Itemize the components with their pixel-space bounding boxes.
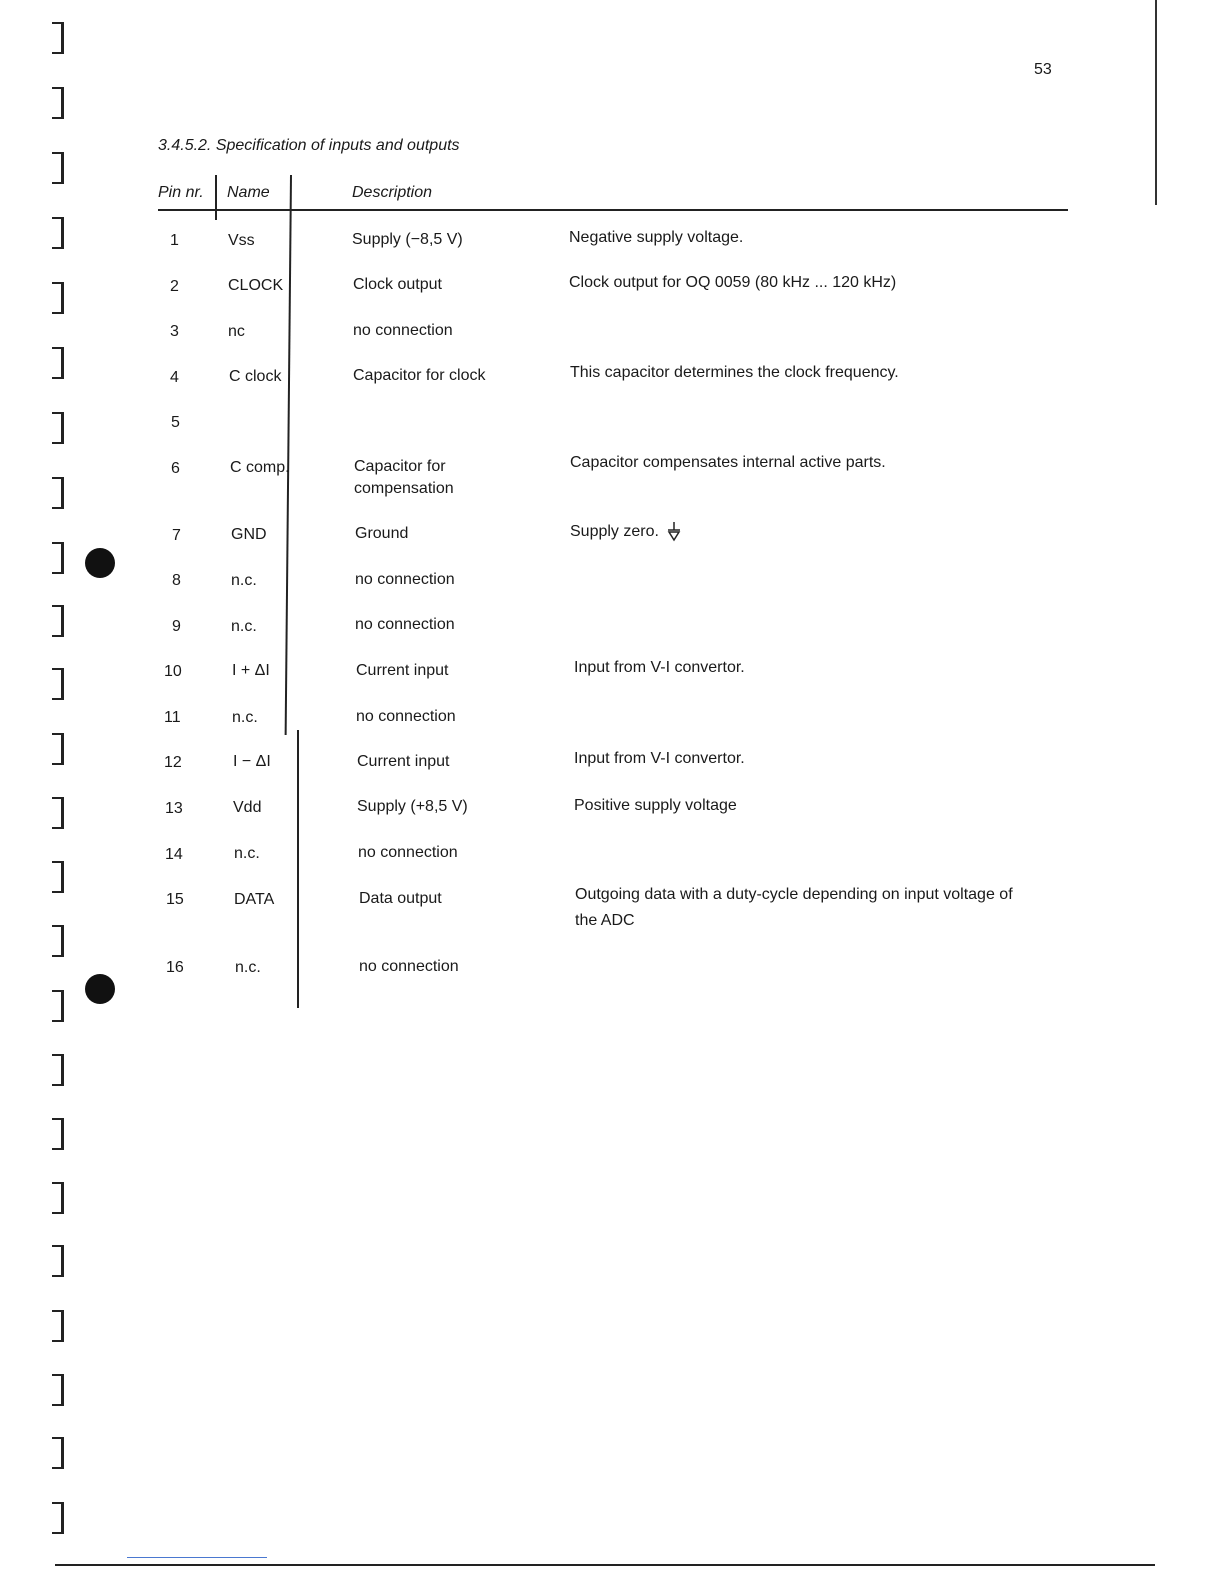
pin-number: 2 [170, 278, 179, 295]
column-divider [297, 730, 299, 1008]
pin-number: 15 [166, 891, 184, 908]
pin-number: 9 [172, 618, 181, 635]
pin-function: Supply (+8,5 V) [357, 798, 468, 815]
punch-hole [85, 548, 115, 578]
pin-number: 11 [164, 709, 181, 726]
pin-name: I + ΔI [232, 662, 270, 679]
pin-name: DATA [234, 891, 275, 908]
pin-name: C clock [229, 368, 282, 385]
pin-number: 1 [170, 232, 179, 249]
pin-number: 3 [170, 323, 179, 340]
binder-mark [52, 605, 64, 637]
pin-number: 13 [165, 800, 183, 817]
pin-name: n.c. [232, 709, 258, 726]
pin-function: no connection [355, 616, 455, 633]
pin-function: no connection [353, 322, 453, 339]
binder-mark [52, 347, 64, 379]
pin-name: Vss [228, 232, 255, 249]
pin-function: no connection [359, 958, 459, 975]
binder-mark [52, 1118, 64, 1150]
binder-mark [52, 152, 64, 184]
pin-function: Capacitor for [354, 458, 446, 475]
binder-mark [52, 542, 64, 574]
binder-mark [52, 87, 64, 119]
pin-function: no connection [358, 844, 458, 861]
pin-name: CLOCK [228, 277, 284, 294]
pin-number: 5 [171, 414, 180, 431]
pin-name: nc [228, 323, 245, 340]
pin-name: n.c. [234, 845, 260, 862]
binder-mark [52, 668, 64, 700]
pin-name: n.c. [231, 572, 257, 589]
binder-mark [52, 1054, 64, 1086]
binder-mark [52, 1374, 64, 1406]
page-edge-line [1155, 0, 1157, 205]
pin-function-continued: compensation [354, 480, 454, 497]
pin-function: Capacitor for clock [353, 367, 486, 384]
ground-symbol-icon [667, 522, 681, 542]
pin-details: Capacitor compensates internal active parts. [570, 454, 886, 471]
pin-details: Outgoing data with a duty-cycle depending on input voltage of [575, 886, 1013, 903]
pin-details: This capacitor determines the clock frequency. [570, 364, 899, 381]
column-divider [285, 175, 292, 735]
pin-number: 6 [171, 460, 180, 477]
column-header-name: Name [227, 184, 270, 201]
pin-name: I − ΔI [233, 753, 271, 770]
binder-mark [52, 1437, 64, 1469]
pin-name: n.c. [235, 959, 261, 976]
pin-details: Input from V-I convertor. [574, 659, 745, 676]
binder-mark [52, 217, 64, 249]
pin-function: Ground [355, 525, 409, 542]
punch-hole [85, 974, 115, 1004]
binder-mark [52, 861, 64, 893]
pin-name: GND [231, 526, 267, 543]
binder-mark [52, 990, 64, 1022]
pin-number: 4 [170, 369, 179, 386]
scan-mark [127, 1557, 267, 1558]
pin-name: Vdd [233, 799, 262, 816]
column-divider [215, 175, 217, 220]
binder-mark [52, 925, 64, 957]
binder-mark [52, 1245, 64, 1277]
pin-number: 8 [172, 572, 181, 589]
pin-number: 16 [166, 959, 184, 976]
pin-number: 14 [165, 846, 183, 863]
pin-function: no connection [355, 571, 455, 588]
pin-name: n.c. [231, 618, 257, 635]
pin-name: C comp. [230, 459, 290, 476]
pin-function: no connection [356, 708, 456, 725]
pin-function: Current input [356, 662, 449, 679]
pin-details: Negative supply voltage. [569, 229, 744, 246]
binder-mark [52, 797, 64, 829]
header-rule [158, 209, 1068, 211]
binder-mark [52, 733, 64, 765]
pin-details-wrap [570, 520, 681, 543]
binder-mark [52, 477, 64, 509]
binder-mark [52, 412, 64, 444]
binder-mark [52, 1182, 64, 1214]
column-header-pin: Pin nr. [158, 184, 204, 201]
binder-mark [52, 1310, 64, 1342]
pin-function: Data output [359, 890, 442, 907]
bottom-rule [55, 1564, 1155, 1566]
section-title: 3.4.5.2. Specification of inputs and outputs [158, 137, 460, 154]
binder-mark [52, 22, 64, 54]
column-header-description: Description [352, 184, 433, 201]
pin-details: Clock output for OQ 0059 (80 kHz ... 120 kHz) [569, 274, 897, 291]
pin-number: 12 [164, 754, 182, 771]
pin-function: Supply (−8,5 V) [352, 231, 463, 248]
pin-details: Positive supply voltage [574, 797, 737, 814]
page-number: 53 [1034, 61, 1052, 78]
pin-details-continued: the ADC [575, 912, 635, 929]
binder-mark [52, 282, 64, 314]
pin-number: 7 [172, 527, 181, 544]
binder-mark [52, 1502, 64, 1534]
pin-function: Clock output [353, 276, 442, 293]
pin-details: Supply zero. [570, 523, 659, 540]
pin-details: Input from V-I convertor. [574, 750, 745, 767]
pin-function: Current input [357, 753, 450, 770]
pin-number: 10 [164, 663, 182, 680]
